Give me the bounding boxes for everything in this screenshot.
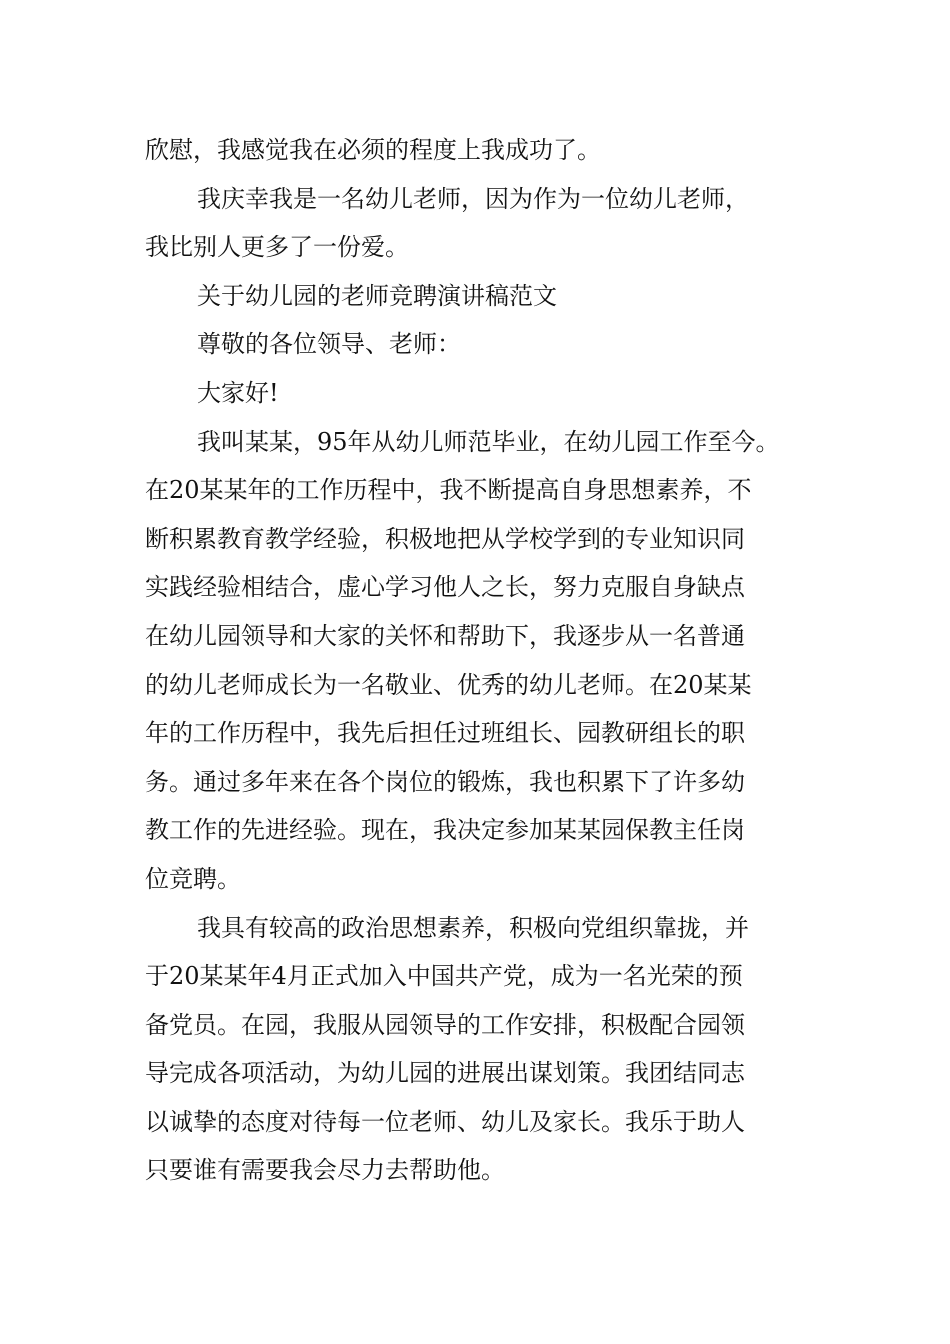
text-line: 务。通过多年来在各个岗位的锻炼，我也积累下了许多幼 (145, 767, 745, 796)
greeting: 大家好! (197, 378, 279, 407)
text-line: 备党员。在园，我服从园领导的工作安排，积极配合园领 (145, 1010, 745, 1039)
text-line: 我叫某某，95年从幼儿师范毕业，在幼儿园工作至今。 (197, 427, 780, 456)
text-line: 实践经验相结合，虚心学习他人之长，努力克服自身缺点 (145, 573, 745, 602)
text-line: 于20某某年4月正式加入中国共产党，成为一名光荣的预 (145, 962, 743, 991)
text-line: 在20某某年的工作历程中，我不断提高自身思想素养，不 (145, 476, 752, 505)
text-line: 我庆幸我是一名幼儿老师，因为作为一位幼儿老师， (197, 184, 749, 213)
text-line: 导完成各项活动，为幼儿园的进展出谋划策。我团结同志 (145, 1059, 745, 1088)
text-line: 在幼儿园领导和大家的关怀和帮助下，我逐步从一名普通 (145, 621, 745, 650)
text-line: 以诚挚的态度对待每一位老师、幼儿及家长。我乐于助人 (145, 1107, 745, 1136)
document-body (145, 126, 815, 1195)
text-line: 欣慰，我感觉我在必须的程度上我成功了。 (145, 136, 601, 164)
text-line: 我比别人更多了一份爱。 (145, 233, 409, 262)
section-title: 关于幼儿园的老师竞聘演讲稿范文 (197, 281, 557, 310)
text-line: 教工作的先进经验。现在，我决定参加某某园保教主任岗 (145, 816, 745, 845)
text-line: 我具有较高的政治思想素养，积极向党组织靠拢，并 (197, 913, 749, 942)
text-line: 断积累教育教学经验，积极地把从学校学到的专业知识同 (145, 524, 745, 553)
salutation: 尊敬的各位领导、老师： (197, 330, 461, 359)
text-line: 的幼儿老师成长为一名敬业、优秀的幼儿老师。在20某某 (145, 670, 752, 699)
text-line: 年的工作历程中，我先后担任过班组长、园教研组长的职 (145, 719, 745, 748)
text-line: 位竞聘。 (145, 864, 241, 893)
text-line: 只要谁有需要我会尽力去帮助他。 (145, 1156, 505, 1185)
